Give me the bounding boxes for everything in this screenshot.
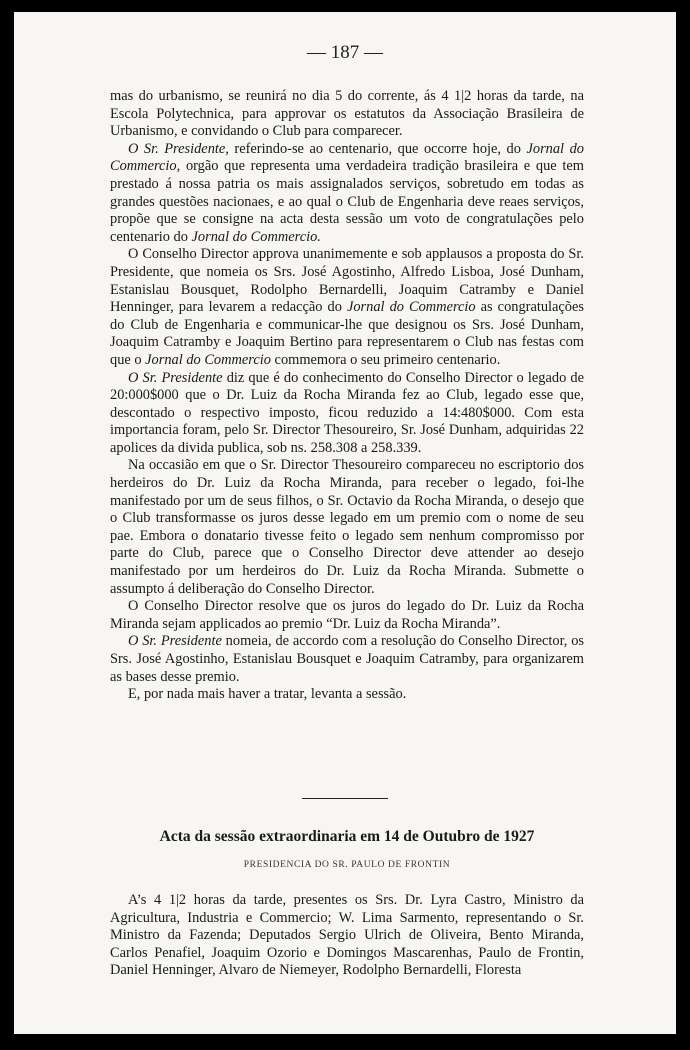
minutes-text [110,88,584,704]
document-page [14,12,676,1034]
section-divider [302,798,388,799]
journal-name: Jornal do Commercio. [191,228,321,245]
paragraph-approval: O Conselho Director approva unanimemente e sob applausos a proposta do Sr. Presidente, que nomeia os Srs. José Agostinho, Alfredo Lisboa, José Dunham, Estanislau Bousquet, Rodolpho Bernardelli, Joaquim Catramby e Daniel Henninger, para levarem a redacção do Jornal do Commercio as congratulações do Club de Engenharia e communicar-lhe que designou os Srs. José Dunham, Joaquim Catramby e Joaquim Bertino para representarem o Club nas festas com que o Jornal do Commercio commemora o seu primeiro centenario. [110,246,584,368]
paragraph-urbanismo: mas do urbanismo, se reunirá no dia 5 do corrente, ás 4 1|2 horas da tarde, na Escola Polytechnica, para approvar os estatutos da Associação Brasileira de Urbanismo, e convidando o Club para comparecer. [110,88,584,140]
acta-text [110,892,584,980]
speaker-president: O Sr. Presidente [128,633,222,650]
journal-name: Jornal do Commercio [145,351,271,368]
speaker-president: O Sr. Presidente, [128,140,229,157]
journal-name: Jornal do Commercio [346,299,476,316]
paragraph-occasiao: Na occasião em que o Sr. Director Thesoureiro compareceu no escriptorio dos herdeiros do Dr. Luiz da Rocha Miranda, para receber o legado, foi-lhe manifestado por um de seus filhos, o Sr. Octavio da Rocha Miranda, o desejo que o Club transformasse os juros desse legado em um premio com o nome de seu pae. Embora o donatario tivesse feito o legado sem nenhum compromisso por parte do Club, parece que o Conselho Director deve attender ao desejo manifestado por um herdeiros do Dr. Luiz da Rocha Miranda. Submette o assumpto á deliberação do Conselho Director. [110,457,584,597]
paragraph-closing: E, por nada mais haver a tratar, levanta a sessão. [128,686,407,703]
paragraph-resolution: O Conselho Director resolve que os juros do legado do Dr. Luiz da Rocha Miranda sejam applicados ao premio “Dr. Luiz da Rocha Miranda”. [110,598,584,632]
presidency-line: PRESIDENCIA DO SR. PAULO DE FRONTIN [243,860,451,870]
journal-name: Jornal do Commercio, [110,140,584,175]
acta-title: Acta da sessão extraordinaria em 14 de Outubro de 1927 [159,828,535,845]
speaker-president: O Sr. Presidente [128,369,223,386]
paragraph-centenario: O Sr. Presidente, referindo-se ao centenario, que occorre hoje, do Jornal do Commercio, orgão que representa uma verdadeira tradição brasileira e que tem prestado á nossa patria os mais assignalados serviços, sobretudo em todas as grandes questões nacionaes, e ao qual o Club de Engenharia deve reaes serviços, propõe que se consigne na acta desta sessão um voto de congratulações pelo centenario do Jornal do Commercio. [110,140,584,245]
paragraph-legado: O Sr. Presidente diz que é do conhecimento do Conselho Director o legado de 20:000$000 que o Dr. Luiz da Rocha Miranda fez ao Club, legado esse que, descontado o respectivo imposto, ficou reduzido a 14:480$000. Com esta importancia foram, pelo Sr. Director Thesoureiro, Sr. José Dunham, adquiridas 22 apolices da divida publica, sob ns. 258.308 a 258.339. [110,369,585,456]
page-number: — 187 — [307,42,383,63]
paragraph-attendance: A’s 4 1|2 horas da tarde, presentes os Srs. Dr. Lyra Castro, Ministro da Agricultura, Industria e Commercio; W. Lima Sarmento, representando o Sr. Ministro da Fazenda; Deputados Sergio Ulrich de Oliveira, Bento Miranda, Carlos Penafiel, Joaquim Ozorio e Domingos Mascarenhas, Paulo de Frontin, Daniel Henninger, Alvaro de Niemeyer, Rodolpho Bernardelli, Floresta [110,892,584,979]
paragraph-nomination: O Sr. Presidente nomeia, de accordo com a resolução do Conselho Director, os Srs. José Agostinho, Estanislau Bousquet e Joaquim Catramby, para organizarem as bases desse premio. [110,633,585,685]
